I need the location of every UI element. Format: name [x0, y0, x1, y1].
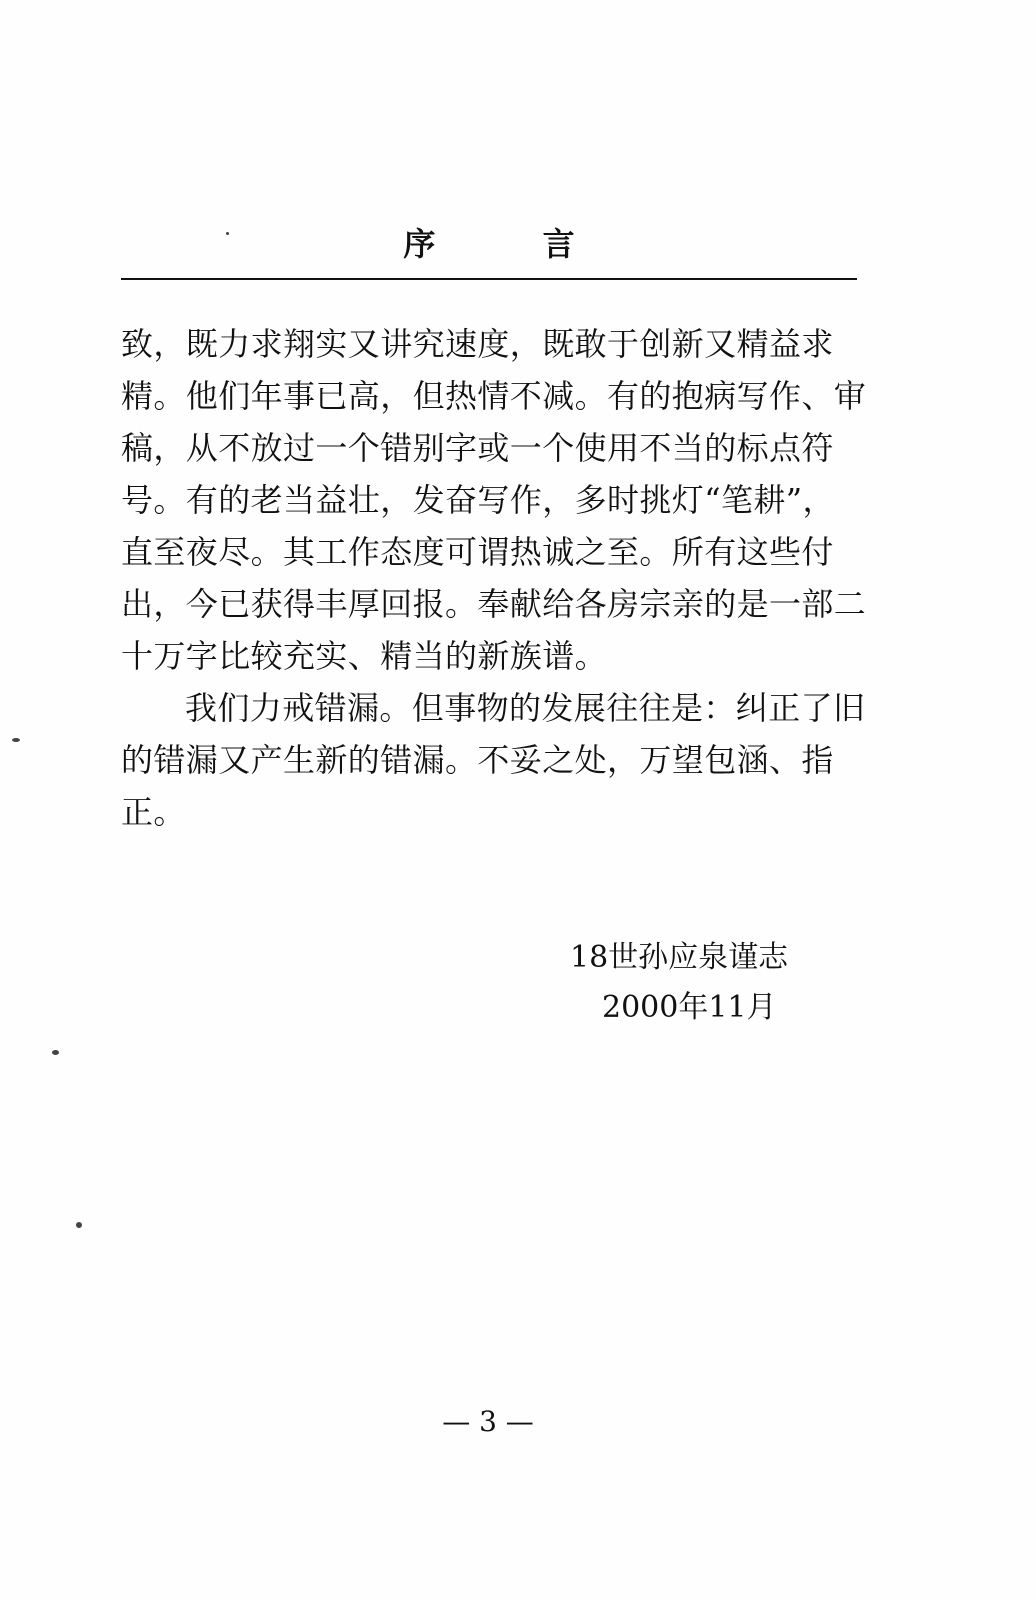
paragraph-start-line: 我们力戒错漏。但事物的发展往往是：纠正了旧 [185, 689, 866, 727]
body-line: 直至夜尽。其工作态度可谓热诚之至。所有这些付 [121, 533, 834, 571]
body-line: 正。 [121, 793, 186, 831]
body-line: 出，今已获得丰厚回报。奉献给各房宗亲的是一部二 [121, 585, 867, 623]
signature-block [540, 933, 860, 1033]
signature-name: 18世孙应泉谨志 [570, 940, 789, 975]
body-line: 致，既力求翔实又讲究速度，既敢于创新又精益求 [121, 325, 834, 363]
header-rule [121, 278, 857, 280]
body-line: 十万字比较充实、精当的新族谱。 [121, 637, 608, 675]
page-header-title: 序 言 [403, 225, 623, 263]
scan-speck [12, 738, 20, 742]
scan-speck [76, 1222, 82, 1228]
body-line: 号。有的老当益壮，发奋写作，多时挑灯“笔耕”， [121, 481, 835, 519]
scan-speck [226, 232, 229, 235]
scan-speck [52, 1050, 59, 1055]
body-line: 的错漏又产生新的错漏。不妥之处，万望包涵、指 [121, 741, 834, 779]
body-line: 稿，从不放过一个错别字或一个使用不当的标点符 [121, 429, 834, 467]
page-number: — 3 — [442, 1405, 534, 1438]
signature-date: 2000年11月 [602, 990, 777, 1025]
body-line: 精。他们年事已高，但热情不减。有的抱病写作、审 [121, 377, 867, 415]
body-text [121, 318, 867, 838]
